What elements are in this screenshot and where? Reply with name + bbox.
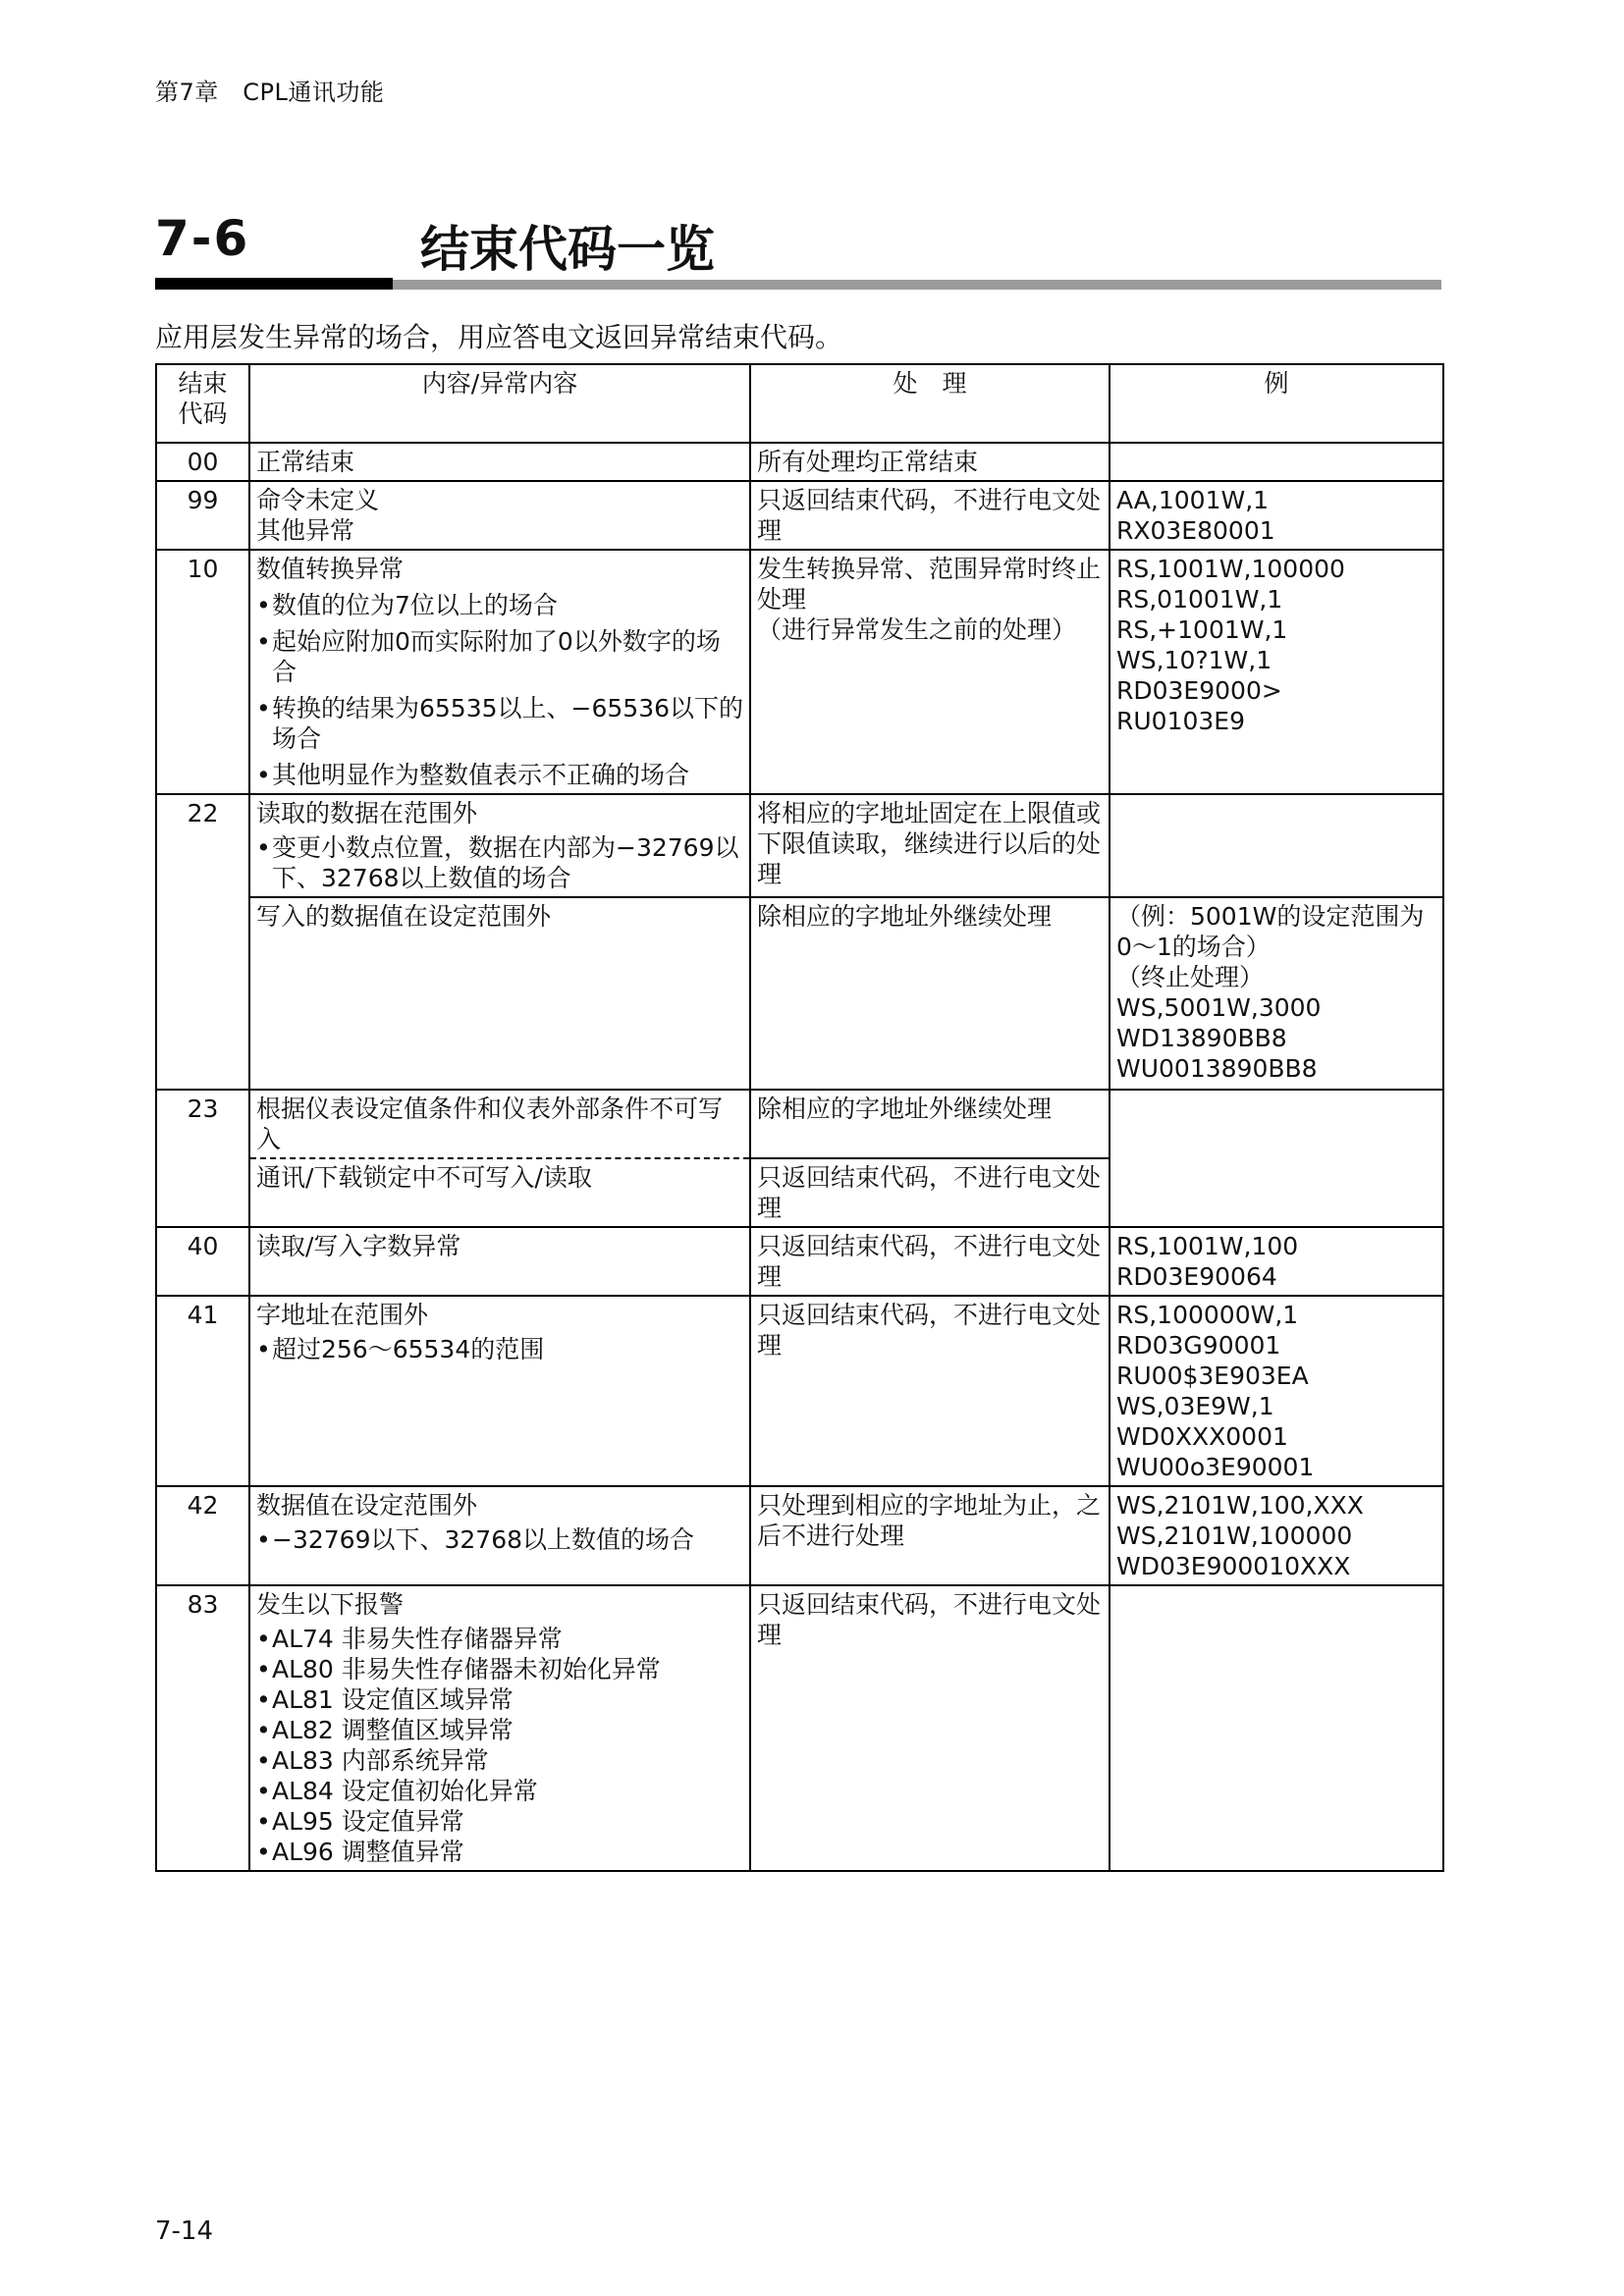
code-cell: 83: [156, 1585, 249, 1871]
table-row: [156, 1585, 1443, 1871]
list-item: • 超过256～65534的范围: [256, 1334, 743, 1364]
example-cell: RS,100000W,1 RD03G90001 RU00$3E903EA WS,03E9W,1 WD0XXX0001 WU00o3E90001: [1110, 1296, 1443, 1486]
example-cell: WS,2101W,100,XXX WS,2101W,100000 WD03E900010XXX: [1110, 1486, 1443, 1585]
handling-cell: 发生转换异常、范围异常时终止处理 （进行异常发生之前的处理）: [750, 550, 1110, 794]
table-row: [156, 897, 1443, 1090]
code-cell: 42: [156, 1486, 249, 1585]
handling-cell: 只返回结束代码，不进行电文处理: [750, 481, 1110, 550]
handling-cell: 只返回结束代码，不进行电文处理: [750, 1158, 1110, 1227]
example-cell: （例：5001W的设定范围为 0～1的场合） （终止处理） WS,5001W,3000 WD13890BB8 WU0013890BB8: [1110, 897, 1443, 1090]
intro-text: 应用层发生异常的场合，用应答电文返回异常结束代码。: [155, 321, 843, 353]
list-item: • AL83 内部系统异常: [256, 1745, 743, 1776]
code-cell: 23: [156, 1090, 249, 1227]
title-rule-gray: [393, 280, 1441, 290]
table-row: [156, 1227, 1443, 1296]
example-cell: RS,1001W,100000 RS,01001W,1 RS,+1001W,1 WS,10?1W,1 RD03E9000> RU0103E9: [1110, 550, 1443, 794]
list-item: • AL82 调整值区域异常: [256, 1715, 743, 1745]
bullet-list: [256, 590, 743, 790]
header-example: 例: [1110, 364, 1443, 443]
content-cell: 数值转换异常 • 数值的位为7位以上的场合 • 起始应附加0而实际附加了0以外数字的场合 • 转换的结果为65535以上、−65536以下的场合 • 其他明显作为整数值表示不正确的场合: [249, 550, 750, 794]
content-cell: 通讯/下载锁定中不可写入/读取: [249, 1158, 750, 1227]
example-cell: AA,1001W,1 RX03E80001: [1110, 481, 1443, 550]
handling-cell: 除相应的字地址外继续处理: [750, 1090, 1110, 1158]
code-cell: 10: [156, 550, 249, 794]
handling-cell: 只返回结束代码，不进行电文处理: [750, 1296, 1110, 1486]
list-item: • AL96 调整值异常: [256, 1837, 743, 1867]
table-row: [156, 481, 1443, 550]
list-item: • AL81 设定值区域异常: [256, 1684, 743, 1715]
code-cell: 41: [156, 1296, 249, 1486]
list-item: • 变更小数点位置，数据在内部为−32769以下、32768以上数值的场合: [256, 832, 743, 893]
handling-cell: 只返回结束代码，不进行电文处理: [750, 1585, 1110, 1871]
table-row: [156, 1486, 1443, 1585]
example-cell: RS,1001W,100 RD03E90064: [1110, 1227, 1443, 1296]
content-cell: 根据仪表设定值条件和仪表外部条件不可写入: [249, 1090, 750, 1158]
table-row: [156, 443, 1443, 481]
example-cell: [1110, 443, 1443, 481]
list-item: • AL80 非易失性存储器未初始化异常: [256, 1654, 743, 1684]
list-item: • 起始应附加0而实际附加了0以外数字的场合: [256, 626, 743, 687]
example-cell: [1110, 1585, 1443, 1871]
list-item: • 转换的结果为65535以上、−65536以下的场合: [256, 693, 743, 754]
content-cell: 写入的数据值在设定范围外: [249, 897, 750, 1090]
content-cell: 命令未定义 其他异常: [249, 481, 750, 550]
table-row: [156, 550, 1443, 794]
handling-cell: 除相应的字地址外继续处理: [750, 897, 1110, 1090]
end-code-table: [155, 363, 1444, 1872]
list-item: • 数值的位为7位以上的场合: [256, 590, 743, 620]
bullet-list: [256, 832, 743, 893]
content-cell: 读取的数据在范围外 • 变更小数点位置，数据在内部为−32769以下、32768以上数值的场合: [249, 794, 750, 897]
code-cell: 22: [156, 794, 249, 1090]
header-content: 内容/异常内容: [249, 364, 750, 443]
handling-cell: 所有处理均正常结束: [750, 443, 1110, 481]
table-row: [156, 1296, 1443, 1486]
table-header-row: [156, 364, 1443, 443]
content-cell: 正常结束: [249, 443, 750, 481]
example-cell: [1110, 1090, 1443, 1227]
list-item: • 其他明显作为整数值表示不正确的场合: [256, 760, 743, 790]
code-cell: 99: [156, 481, 249, 550]
page-number: 7-14: [155, 2216, 214, 2246]
handling-cell: 只返回结束代码，不进行电文处理: [750, 1227, 1110, 1296]
bullet-list: [256, 1334, 743, 1364]
code-cell: 40: [156, 1227, 249, 1296]
content-cell: 读取/写入字数异常: [249, 1227, 750, 1296]
bullet-list: [256, 1524, 743, 1555]
handling-cell: 将相应的字地址固定在上限值或下限值读取，继续进行以后的处理: [750, 794, 1110, 897]
list-item: • AL84 设定值初始化异常: [256, 1776, 743, 1806]
bullet-list: [256, 1624, 743, 1867]
table-row: [156, 794, 1443, 897]
header-code: 结束 代码: [156, 364, 249, 443]
table-row: [156, 1090, 1443, 1158]
list-item: • AL95 设定值异常: [256, 1806, 743, 1837]
header-handling: 处 理: [750, 364, 1110, 443]
example-cell: [1110, 794, 1443, 897]
code-cell: 00: [156, 443, 249, 481]
section-number: 7-6: [155, 210, 250, 267]
title-rule-black: [155, 278, 393, 290]
list-item: • −32769以下、32768以上数值的场合: [256, 1524, 743, 1555]
section-title: 结束代码一览: [420, 221, 715, 278]
list-item: • AL74 非易失性存储器异常: [256, 1624, 743, 1654]
content-cell: 数据值在设定范围外 • −32769以下、32768以上数值的场合: [249, 1486, 750, 1585]
handling-cell: 只处理到相应的字地址为止，之后不进行处理: [750, 1486, 1110, 1585]
content-cell: 发生以下报警 • AL74 非易失性存储器异常 • AL80 非易失性存储器未初始化异常 • AL81 设定值区域异常 • AL82 调整值区域异常 • AL83 内部系统异常 • AL84 设定值初始化异常 • AL95 设定值异常 • AL96 调整值异常: [249, 1585, 750, 1871]
chapter-header: 第7章 CPL通讯功能: [155, 79, 385, 106]
content-cell: 字地址在范围外 • 超过256～65534的范围: [249, 1296, 750, 1486]
